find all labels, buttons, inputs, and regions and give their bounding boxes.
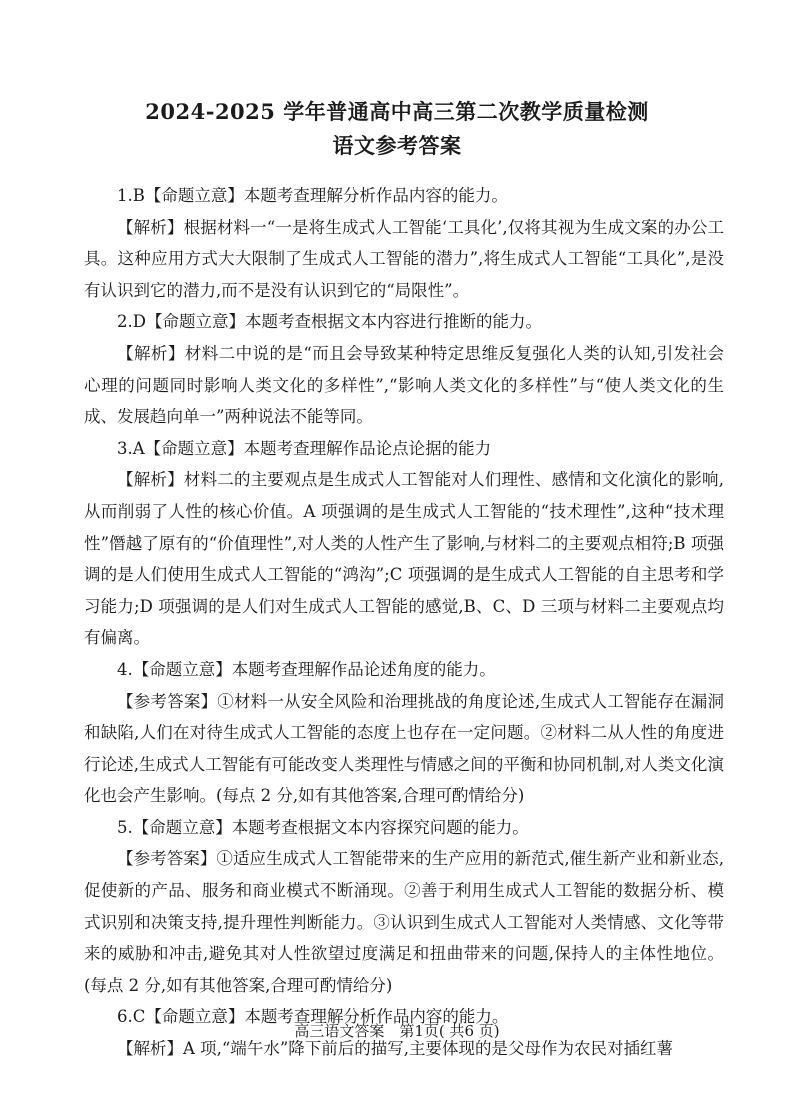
- q1-analysis: 【解析】根据材料一“一是将生成式人工智能‘工具化’,仅将其视为生成文案的办公工具。这种应用方式大大限制了生成式人工智能的潜力”,将生成式人工智能“工具化”,是没有认识到它的潜力,而不是没有认识到它的“局限性”。: [84, 217, 724, 300]
- answer-body: [84, 180, 724, 1065]
- page-footer: 高三语文答案 第1页( 共6 页): [294, 1022, 500, 1040]
- q5-answer: 【参考答案】①适应生成式人工智能带来的生产应用的新范式,催生新产业和新业态,促使新的产品、服务和商业模式不断涌现。②善于利用生成式人工智能的数据分析、模式识别和决策支持,提升理性判断能力。③认识到生成式人工智能对人类情感、文化等带来的威胁和冲击,避免其对人性欲望过度满足和扭曲带来的问题,保持人的主体性地位。(每点 2 分,如有其他答案,合理可酌情给分): [84, 849, 724, 995]
- q3-analysis: 【解析】材料二的主要观点是生成式人工智能对人们理性、感情和文化演化的影响,从而削弱了人性的核心价值。A 项强调的是生成式人工智能的“技术理性”,这种“技术理性”僭越了原有的“价值理性”,对人类的人性产生了影响,与材料二的主要观点相符;B 项强调的是人们使用生成式人工智能的“鸿沟”;C 项强调的是生成式人工智能的自主思考和学习能力;D 项强调的是人们对生成式人工智能的感觉,B、C、D 三项与材料二主要观点均有偏离。: [84, 470, 724, 648]
- q2-header: 2.D【命题立意】本题考查根据文本内容进行推断的能力。: [117, 312, 542, 332]
- q5-header: 5.【命题立意】本题考查根据文本内容探究问题的能力。: [117, 817, 529, 837]
- document-subtitle: 语文参考答案: [332, 133, 462, 158]
- q6-header: 6.C【命题立意】本题考查理解分析作品内容的能力。: [117, 1007, 509, 1027]
- document-title: 2024-2025 学年普通高中高三第二次教学质量检测: [145, 99, 649, 124]
- q4-header: 4.【命题立意】本题考查理解作品论述角度的能力。: [117, 659, 496, 679]
- q3-header: 3.A【命题立意】本题考查理解作品论点论据的能力: [117, 438, 492, 458]
- q6-analysis: 【解析】A 项,“端午水”降下前后的描写,主要体现的是父母作为农民对插红薯: [117, 1039, 674, 1059]
- q1-header: 1.B【命题立意】本题考查理解分析作品内容的能力。: [117, 186, 508, 205]
- q4-answer: 【参考答案】①材料一从安全风险和治理挑战的角度论述,生成式人工智能存在漏洞和缺陷,人们在对待生成式人工智能的态度上也存在一定问题。②材料二从人性的角度进行论述,生成式人工智能有可能改变人类理性与情感之间的平衡和协同机制,对人类文化演化也会产生影响。(每点 2 分,如有其他答案,合理可酌情给分): [84, 691, 724, 806]
- q2-analysis: 【解析】材料二中说的是“而且会导致某种特定思维反复强化人类的认知,引发社会心理的问题同时影响人类文化的多样性”,“影响人类文化的多样性”与“使人类文化的生成、发展趋向单一”两种说法不能等同。: [84, 343, 724, 427]
